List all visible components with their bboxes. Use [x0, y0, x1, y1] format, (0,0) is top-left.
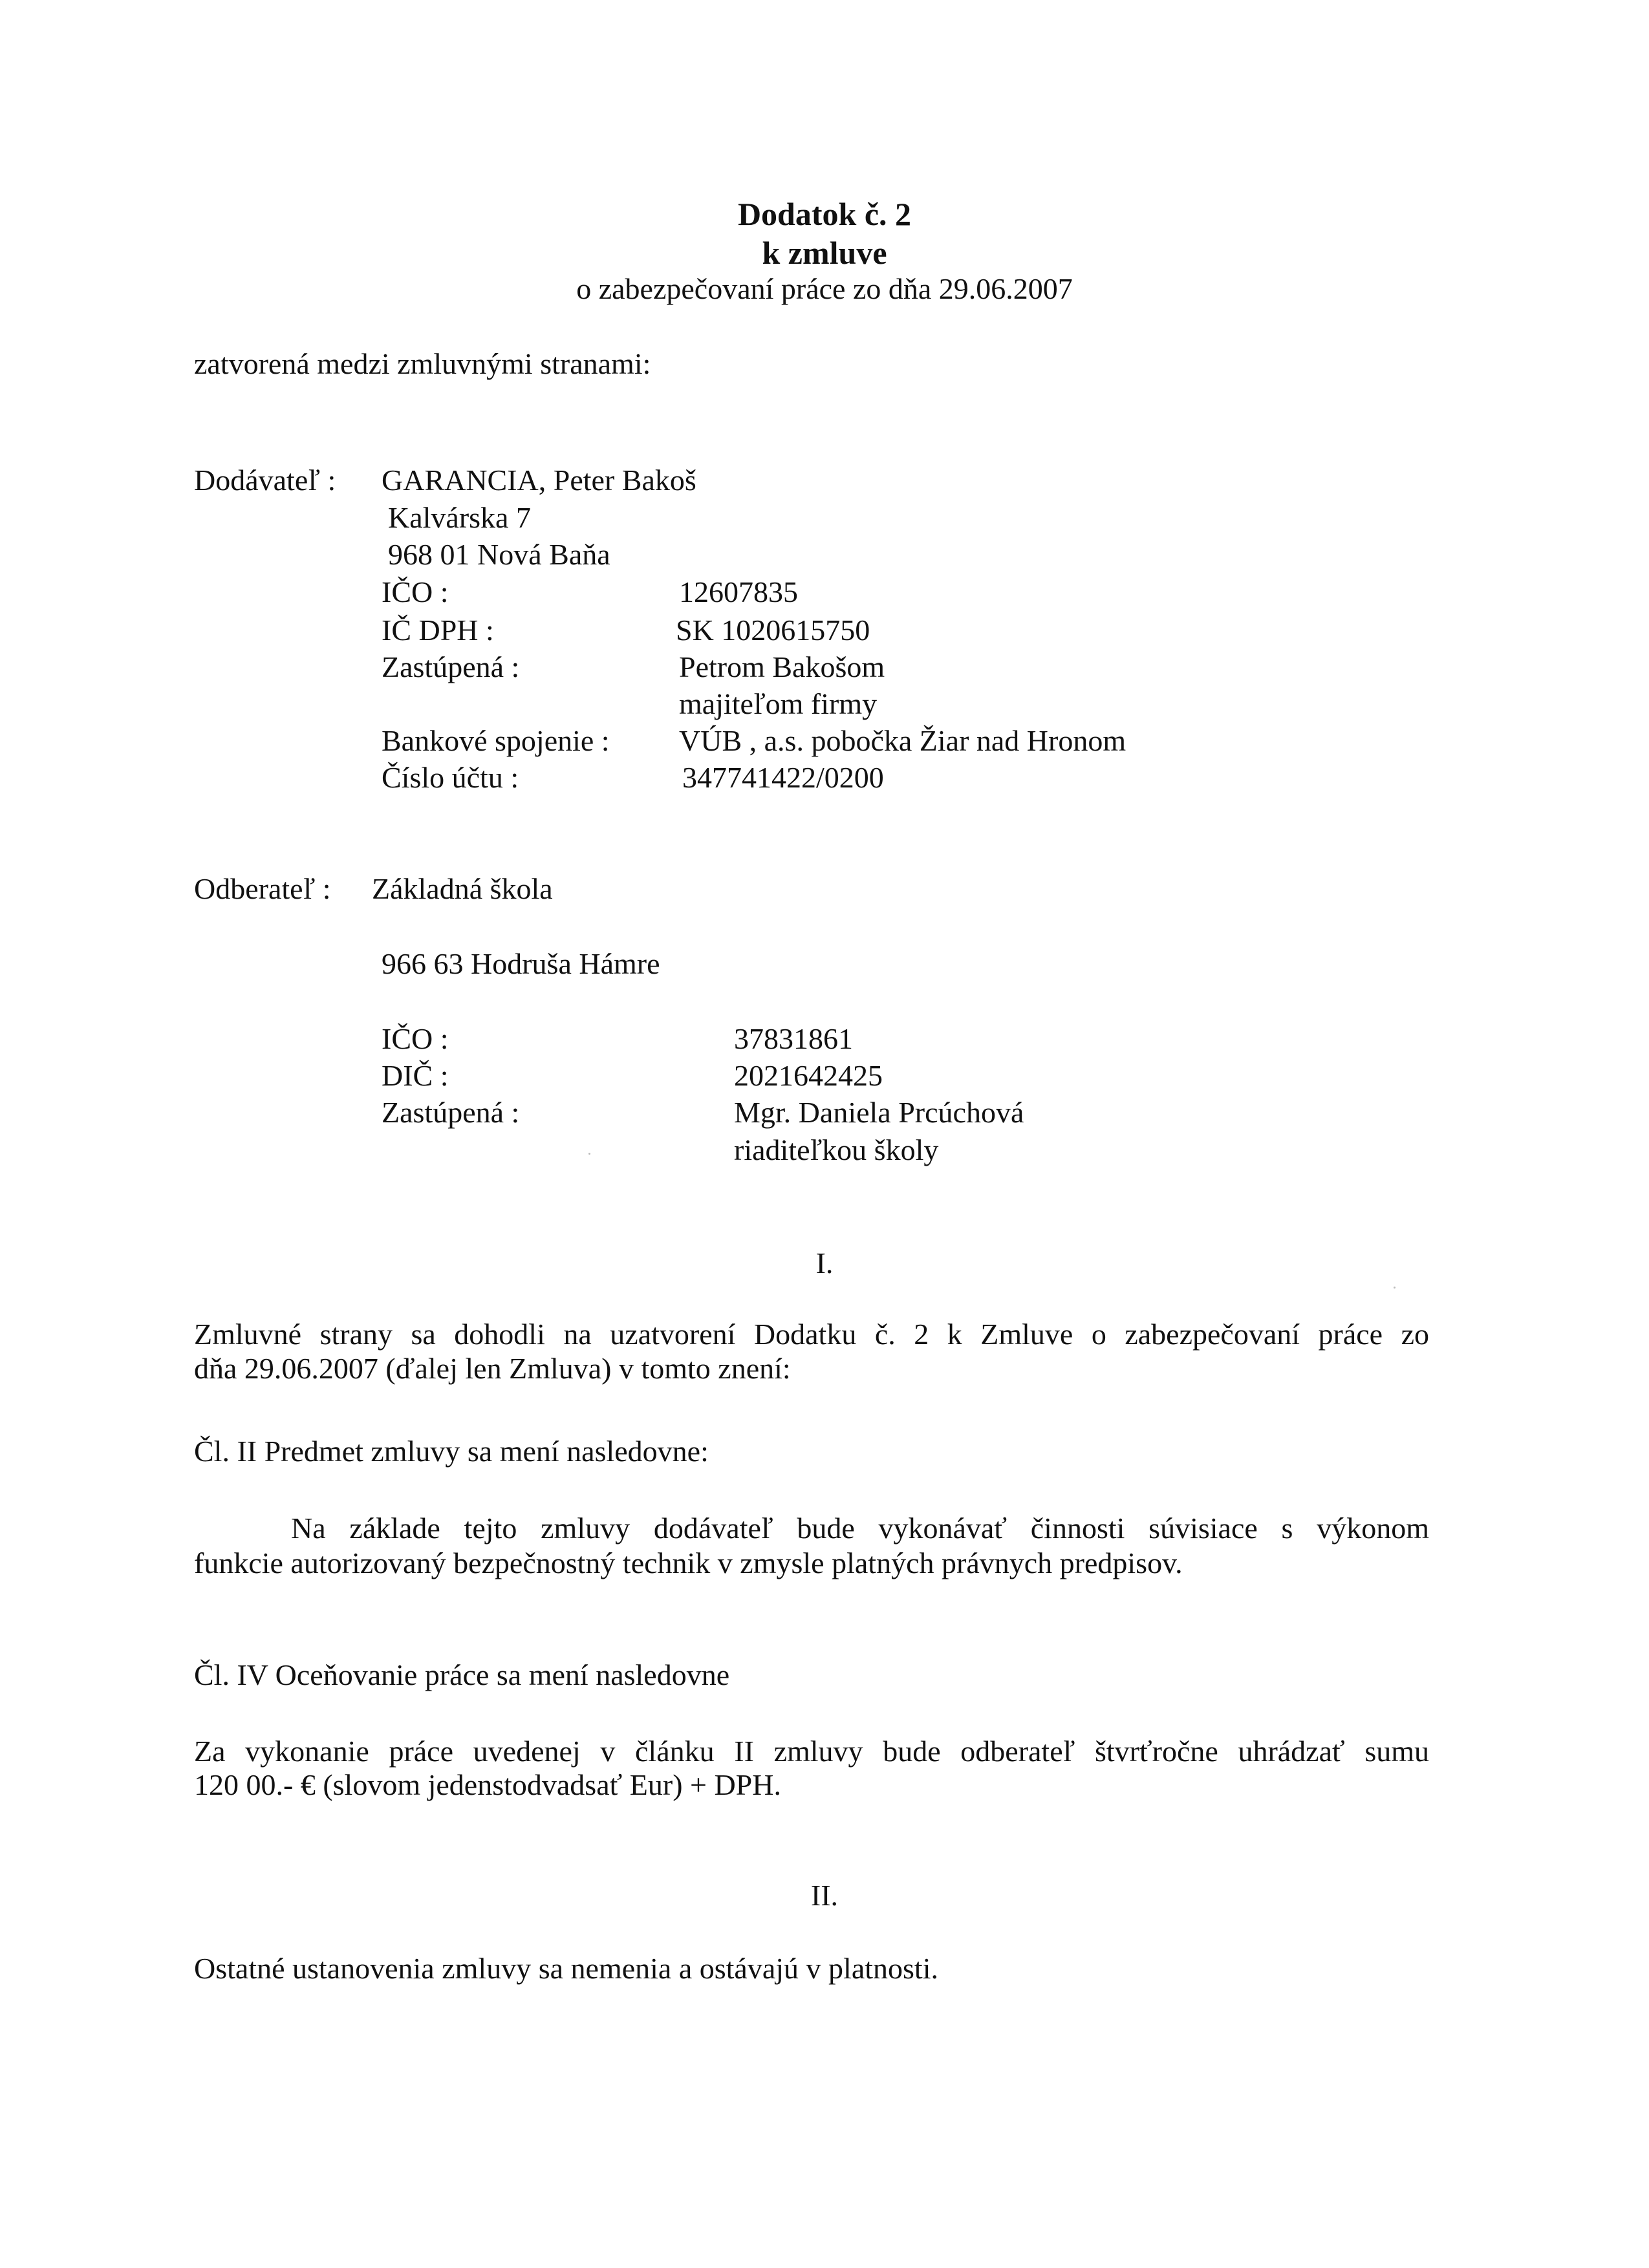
agreement-paragraph-line-1: Zmluvné strany sa dohodli na uzatvorení Dodatku č. 2 k Zmluve o zabezpečovaní práce zo: [194, 1318, 1429, 1351]
agreement-paragraph-line-2: dňa 29.06.2007 (ďalej len Zmluva) v tomto znení:: [194, 1352, 791, 1385]
intro-text: zatvorená medzi zmluvnými stranami:: [194, 347, 651, 380]
article-4-line-1: Za vykonanie práce uvedenej v článku II zmluvy bude odberateľ štvrťročne uhrádzať sumu: [194, 1735, 1429, 1768]
customer-ico-value: 37831861: [734, 1022, 853, 1055]
customer-represented-value: Mgr. Daniela Prcúchová: [734, 1096, 1024, 1129]
supplier-ico-value: 12607835: [679, 575, 798, 608]
document-subtitle: k zmluve: [762, 235, 887, 271]
supplier-account-label: Číslo účtu :: [382, 761, 519, 794]
customer-role-label: Odberateľ :: [194, 872, 331, 905]
customer-represented-label: Zastúpená :: [382, 1096, 520, 1129]
document-subject: o zabezpečovaní práce zo dňa 29.06.2007: [576, 272, 1073, 305]
closing-statement: Ostatné ustanovenia zmluvy sa nemenia a ostávajú v platnosti.: [194, 1952, 938, 1985]
scan-speck: [1394, 1287, 1396, 1289]
supplier-represented-value: Petrom Bakošom: [679, 650, 885, 683]
article-2-line-1: Na základe tejto zmluvy dodávateľ bude vykonávať činnosti súvisiace s výkonom: [291, 1512, 1429, 1545]
supplier-represented-role: majiteľom firmy: [679, 687, 878, 720]
supplier-represented-label: Zastúpená :: [382, 650, 520, 683]
supplier-street: Kalvárska 7: [388, 501, 531, 534]
supplier-icdph-label: IČ DPH :: [382, 614, 494, 647]
article-2-heading: Čl. II Predmet zmluvy sa mení nasledovne:: [194, 1435, 709, 1468]
customer-dic-label: DIČ :: [382, 1059, 449, 1092]
document-title: Dodatok č. 2: [737, 196, 912, 232]
supplier-bank-label: Bankové spojenie :: [382, 724, 610, 757]
supplier-icdph-value: SK 1020615750: [676, 614, 870, 647]
supplier-role-label: Dodávateľ :: [194, 464, 336, 497]
supplier-city: 968 01 Nová Baňa: [388, 538, 610, 571]
article-4-line-2: 120 00.- € (slovom jedenstodvadsať Eur) + DPH.: [194, 1768, 781, 1801]
article-2-line-2: funkcie autorizovaný bezpečnostný technik v zmysle platných právnych predpisov.: [194, 1546, 1183, 1579]
article-4-heading: Čl. IV Oceňovanie práce sa mení nasledovne: [194, 1658, 730, 1691]
scan-speck: [588, 1153, 590, 1155]
customer-name: Základná škola: [372, 872, 553, 905]
supplier-account-value: 347741422/0200: [682, 761, 884, 794]
customer-ico-label: IČO :: [382, 1022, 449, 1055]
section-number-2: II.: [810, 1879, 839, 1912]
customer-city: 966 63 Hodruša Hámre: [382, 947, 660, 980]
supplier-ico-label: IČO :: [382, 575, 449, 608]
customer-dic-value: 2021642425: [734, 1059, 883, 1092]
section-number-1: I.: [815, 1246, 834, 1279]
supplier-bank-value: VÚB , a.s. pobočka Žiar nad Hronom: [679, 724, 1126, 757]
supplier-name: GARANCIA, Peter Bakoš: [382, 464, 696, 497]
customer-represented-role: riaditeľkou školy: [734, 1133, 939, 1166]
